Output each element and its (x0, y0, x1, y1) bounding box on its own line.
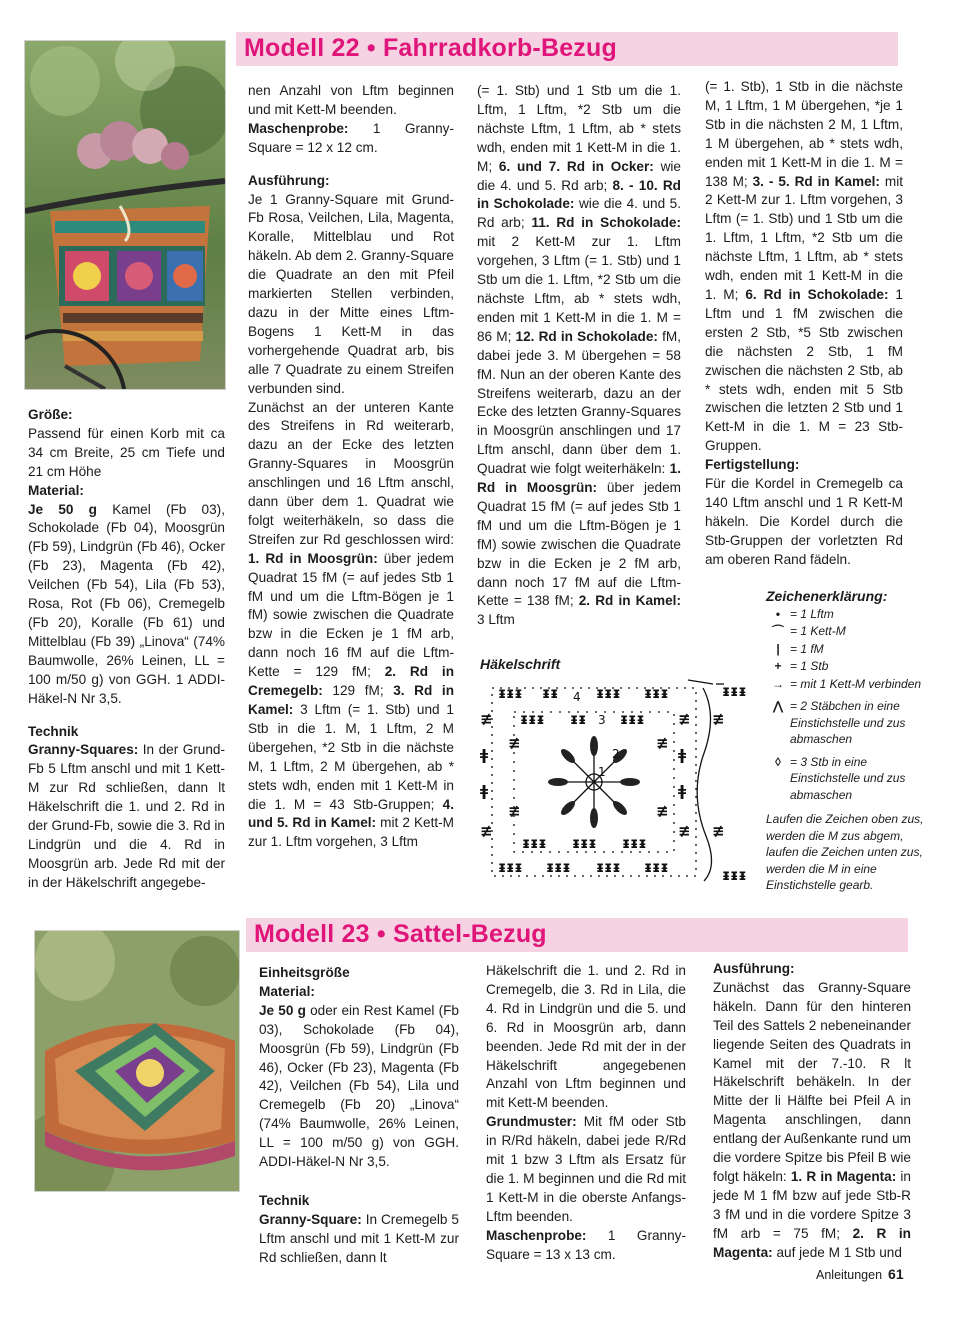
m23-ausfuehrung-text: Zunächst das Granny-Square häkeln. Dann für den hinteren Teil des Sattels 2 nebeneinander liegende Seiten des Quadrats in Kamel mit der 7.-10. R lt Häkelschrift behäkeln. In der Mitte der li Hälfte bei Pfeil A in Magenta anschlingen, dann entlang der Außenkante rund um die vordere Spitze bis Pfeil B wie folgt häkeln: (713, 979, 911, 1184)
col2-round1-text: über jedem Quadrat 15 fM (= auf jedes Stb 1 fM und um die Lftm-Bögen je 1 fM) sowie zwischen die Quadrate bzw in die Ecken je 1 fM arb, dann noch 16 fM auf die Lftm-Kette = 129 fM; (248, 550, 454, 680)
m23-round2: 2. R in Magenta: (713, 1225, 911, 1260)
col3-bold2: 8. - 10. Rd in Schokolade: (477, 177, 681, 212)
col3-bold5: 1. Rd in Moosgrün: (477, 461, 681, 496)
material-paragraph (28, 501, 225, 709)
groesse-heading: Größe: (28, 407, 73, 422)
svg-text:ᵻᵻᵻ: ᵻᵻᵻ (644, 684, 669, 702)
round-label-3: 3 (598, 713, 606, 727)
legend-item-text: = 3 Stb in eine Einstichstelle und zus abmaschen (790, 754, 906, 802)
m23-maschenprobe-label: Maschenprobe: (486, 1227, 587, 1243)
svg-text:ᵻᵻᵻ: ᵻᵻᵻ (620, 710, 645, 728)
legend-item-text: = mit 1 Kett-M verbinden (790, 676, 922, 691)
two-dc-cluster-icon: ⋀ (773, 699, 783, 713)
col3-text0: (= 1. Stb) und 1 Stb um die 1. Lftm, 1 Lftm, *2 Stb um die nächste Lftm, 1 Lftm, ab * stets wdh, enden mit 1 Kett-M in die 1. M; (477, 83, 681, 174)
svg-text:ᵻᵻᵻ: ᵻᵻᵻ (520, 710, 545, 728)
svg-text:ᵻᵻᵻ: ᵻᵻᵻ (572, 834, 597, 852)
legend-item-text: = 1 Kett-M (790, 624, 846, 638)
legend-item (766, 754, 926, 804)
modell23-col1 (259, 964, 459, 1268)
page-number: 61 (888, 1266, 904, 1282)
three-dc-cluster-icon: ◊ (775, 754, 781, 769)
svg-text:ǂ: ǂ (480, 782, 489, 800)
maschenprobe-text: 1 Granny-Square = 12 x 12 cm. (248, 120, 454, 155)
modell23-banner (246, 918, 908, 952)
svg-text:ᵻᵻ: ᵻᵻ (570, 710, 587, 728)
svg-text:≢: ≢ (480, 710, 493, 728)
modell22-col4 (705, 78, 903, 570)
modell22-banner (236, 32, 898, 66)
svg-text:ǂ: ǂ (678, 746, 687, 764)
round-label-4: 4 (573, 690, 581, 704)
col2-round4: 4. und 5. Rd in Kamel: (248, 796, 454, 831)
bicycle-basket-icon (25, 41, 225, 389)
svg-text:ǂ: ǂ (480, 746, 489, 764)
material-heading: Material: (28, 482, 84, 498)
m23-round1-text: in jede M 1 fM bzw auf jede Stb-R 3 fM und in die vordere Spitze 3 fM arb = 75 fM; (713, 1168, 911, 1241)
m23-technik-paragraph (259, 1211, 459, 1268)
svg-text:≢: ≢ (712, 710, 725, 728)
svg-text:≢: ≢ (480, 822, 493, 840)
svg-text:≢: ≢ (656, 802, 669, 820)
material-bold: Je 50 g (28, 501, 97, 517)
modell23-col2 (486, 962, 686, 1265)
col3-text1: wie die 4. und 5. Rd arb; (477, 158, 681, 193)
svg-text:ᵻᵻ: ᵻᵻ (542, 684, 559, 702)
m23-technik-text: In Cremegelb 5 Lftm anschl und mit 1 Kett-M zur Rd schließen, dann lt (259, 1211, 459, 1265)
legend-item-text: = 2 Stäbchen in eine Einstichstelle und zus abmaschen (790, 699, 906, 746)
footer-label: Anleitungen (816, 1268, 883, 1282)
svg-text:ᵻᵻᵻ: ᵻᵻᵻ (644, 858, 669, 876)
m23-material-bold: Je 50 g (259, 1002, 306, 1018)
col2-round2: 2. Rd in Cremegelb: (248, 664, 454, 699)
svg-text:ᵻᵻᵻ: ᵻᵻᵻ (498, 684, 523, 702)
legend-item (766, 641, 926, 658)
m23-round1: 1. R in Magenta: (790, 1168, 897, 1184)
legend (766, 588, 926, 894)
col2-round1: 1. Rd in Moosgrün: (248, 550, 378, 566)
svg-text:≢: ≢ (508, 734, 521, 752)
modell23-title: Modell 23 • Sattel-Bezug (254, 920, 547, 948)
col3-bold3: 11. Rd in Schokolade: (531, 215, 681, 231)
grundmuster-text: Mit fM oder Stb in R/Rd häkeln, dabei jede R/Rd mit 1 bzw 3 Lftm als Ersatz für die 1. M beginnen und die Rd mit 1 Kett-M in die oberste Anfangs-Lftm beenden. (486, 1114, 686, 1224)
grundmuster-paragraph (486, 1113, 686, 1226)
dot-icon: • (775, 606, 781, 621)
col4-bold1: 3. - 5. Rd in Kamel: (752, 173, 880, 189)
grundmuster-label: Grundmuster: (486, 1114, 577, 1130)
svg-text:ᵻᵻᵻ: ᵻᵻᵻ (546, 858, 571, 876)
legend-item-text: = 1 fM (790, 641, 824, 656)
m23-material-paragraph (259, 1002, 459, 1172)
round-label-2: 2 (612, 747, 620, 761)
col3-paragraph (477, 82, 681, 630)
col4-bold2: 6. Rd in Schokolade: (745, 286, 889, 302)
col3-bold4: 12. Rd in Schokolade: (515, 328, 658, 344)
saddle-cover-photo (34, 930, 240, 1192)
fertigstellung-heading: Fertigstellung: (705, 457, 800, 473)
m23-material-text: oder ein Rest Kamel (Fb 03), Schokolade (Fb 04), Moosgrün (Fb 59), Lindgrün (Fb 46), Ocker (Fb 23), Magenta (Fb 42), Veilchen (Fb 54), Lila und Cremegelb (Fb 20) „Linova“ (74% Baumwolle, 26% Leinen, LL = 100 m/50 g) von GGH. ADDI-Häkel-N Nr 3,5. (259, 1002, 459, 1170)
maschenprobe-label: Maschenprobe: (248, 120, 349, 136)
technik-heading: Technik (28, 723, 79, 739)
col2-round3: 3. Rd in Kamel: (248, 683, 454, 717)
technik-bold: Granny-Squares: (28, 742, 139, 758)
arrow-icon: → (772, 676, 784, 691)
arc-icon: ⌒ (771, 624, 784, 638)
svg-text:≢: ≢ (508, 802, 521, 820)
legend-note: Laufen die Zeichen oben zus, werden die M zus abgem, laufen die Zeichen unten zus, werden die M in eine Einstichstelle gearb. (766, 812, 924, 892)
m23-ausfuehrung-heading: Ausführung: (713, 961, 795, 976)
col2-round3-text: 3 Lftm (= 1. Stb) und 1 Stb in die 1. M, 1 Lftm, 2 M übergehen, *2 Stb in die nächste M, 1 Lftm, 2 M übergehen, ab * stets wdh, enden mit 1 Kett-M in die 1. M = 43 Stb-Gruppen; (248, 702, 454, 812)
col3-text3: mit 2 Kett-M zur 1. Lftm vorgehen, 3 Lftm (= 1. Stb) und 1 Stb um die 1. Lftm, *2 Stb um die nächste Lftm, ab * stets wdh, enden mit 1 Kett-M in die 1. M = 86 M; (477, 234, 681, 344)
m23-maschenprobe-text: 1 Granny-Square = 13 x 13 cm. (486, 1227, 686, 1262)
bar-icon: | (776, 641, 780, 656)
legend-item (766, 606, 926, 623)
ausfuehrung-heading: Ausführung: (248, 172, 330, 188)
page-footer (816, 1266, 904, 1282)
m23-round2-text: auf jede M 1 Stb und (772, 1244, 902, 1260)
svg-text:≢: ≢ (712, 822, 725, 840)
legend-title: Zeichenerklärung: (766, 588, 888, 604)
modell22-col1 (28, 406, 225, 893)
col3-bold1: 6. und 7. Rd in Ocker: (498, 158, 654, 174)
col3-text6: 3 Lftm (477, 612, 515, 628)
modell22-col3 (477, 82, 681, 630)
col4-text2: 1 Lftm und 1 fM zwischen die ersten 2 Stb, *5 Stb zwischen die nächsten 2 Stb, 1 fM zwischen die nächsten 2 Stb, ab * stets wdh, enden mit 5 Stb zwischen die letzten 2 Stb und 1 Kett-M in die 1. M = 23 Stb-Gruppen. (705, 286, 903, 454)
svg-text:ᵻᵻᵻ: ᵻᵻᵻ (522, 834, 547, 852)
svg-text:≢: ≢ (656, 734, 669, 752)
groesse-text: Passend für einen Korb mit ca 34 cm Breite, 25 cm Tiefe und 21 cm Höhe (28, 425, 225, 479)
round-label-1: 1 (598, 765, 606, 779)
col3-bold6: 2. Rd in Kamel: (578, 593, 681, 609)
svg-text:ǂ: ǂ (678, 782, 687, 800)
col3-text4: fM, dabei jede 3. M übergehen = 58 fM. Nun an der oberen Kante des Streifens weiterarb, dazu an der Ecke des letzten Granny-Squares in Moosgrün anschlingen und 17 Lftm anschl, dann über dem 1. Quadrat wie folgt weiterhäkeln: (477, 328, 681, 477)
svg-text:ᵻᵻᵻ: ᵻᵻᵻ (596, 684, 621, 702)
col2-round2-text: 129 fM; (322, 683, 394, 699)
m23-technik-bold: Granny-Square: (259, 1211, 362, 1227)
m23-technik-heading: Technik (259, 1192, 310, 1208)
modell22-title: Modell 22 • Fahrradkorb-Bezug (244, 34, 617, 62)
crochet-diagram (478, 676, 758, 888)
col2-rounds (248, 399, 454, 853)
legend-item (766, 658, 926, 675)
diagram-title: Häkelschrift (480, 656, 561, 672)
technik-text: In der Grund-Fb 5 Lftm anschl und mit 1 Kett-M zur Rd schließen, dann lt Häkelschrift die 1. und 2. Rd in der Grund-Fb, sowie die 3. Rd in Lindgrün und die 4. Rd in Moosgrün arb. Jede Rd mit der in der Häkelschrift angegebe- (28, 742, 225, 890)
ausfuehrung-text: Je 1 Granny-Square mit Grund-Fb Rosa, Veilchen, Lila, Magenta, Koralle, Mittelblau und Rot häkeln. Ab dem 2. Granny-Square die Quadrate an den mit Pfeil markierten Stellen verbinden, dazu in der Mitte eines Lftm-Bogens 1 Kett-M in das vorhergehende Quadrat arb, bis alle 7 Quadrate zu einem Streifen verbunden sind. (248, 191, 454, 396)
svg-text:ᵻᵻᵻ: ᵻᵻᵻ (722, 682, 747, 700)
legend-item-text: = 1 Stb (790, 659, 829, 673)
legend-item (766, 676, 926, 693)
col2-continuation: nen Anzahl von Lftm beginnen und mit Kett-M beenden. (248, 83, 454, 117)
svg-text:ᵻᵻᵻ: ᵻᵻᵻ (722, 866, 747, 884)
bicycle-basket-photo (24, 40, 226, 390)
col3-text2: wie die 4. und 5. Rd arb; (477, 196, 682, 231)
cross-icon: + (774, 659, 782, 673)
legend-item (766, 698, 926, 748)
svg-text:ᵻᵻᵻ: ᵻᵻᵻ (498, 858, 523, 876)
material-text: Kamel (Fb 03), Schokolade (Fb 04), Moosgrün (Fb 59), Lindgrün (Fb 46), Ocker (Fb 23), Magenta (Fb 42), Veilchen (Fb 54), Lila (Fb 53), Rosa, Rot (Fb 06), Cremegelb (Fb 20), Koralle (Fb 61) und Mittelblau (Fb 39) „Linova“ (74% Baumwolle, 26% Leinen, LL = 100 m/50 g) von GGH. 1 ADDI-Häkel-N Nr 3,5. (28, 501, 225, 706)
modell23-col3 (713, 960, 911, 1263)
m23-material-heading: Material: (259, 983, 315, 999)
legend-item-text: = 1 Lftm (790, 606, 834, 621)
svg-text:ᵻᵻᵻ: ᵻᵻᵻ (596, 858, 621, 876)
col2-p3: Zunächst an der unteren Kante des Streifens in Rd weiterarb, dazu an der Ecke des letzten Granny-Squares in Moosgrün anschlingen und 16 Lftm anschl, dann über dem 1. Quadrat wie folgt weiterhäkeln, so dass die Streifen zur Rd geschlossen wird: (248, 399, 454, 547)
saddle-cover-icon (35, 931, 239, 1191)
m23-ausfuehrung-paragraph (713, 979, 911, 1263)
maschenprobe-paragraph (248, 120, 454, 158)
svg-text:ᵻᵻᵻ: ᵻᵻᵻ (622, 834, 647, 852)
modell22-col2 (248, 82, 454, 852)
fertigstellung-text: Für die Kordel in Cremegelb ca 140 Lftm anschl und 1 R Kett-M häkeln. Die Kordel durch die Stb-Gruppen der vorletzten Rd am oberen Rand fädeln. (705, 476, 903, 567)
col3-text5: über jedem Quadrat 15 fM (= auf jedes Stb 1 fM und um die Lftm-Bögen je 1 fM) sowie zwischen die Quadrate bzw in die Ecken je 2 fM arb, dann noch 17 fM auf die Lftm-Kette = 138 fM; (477, 480, 681, 609)
col4-text0: (= 1. Stb), 1 Stb in die nächste M, 1 Lftm, 1 M übergehen, *je 1 Stb in die nächsten 2 M, 1 Lftm, 1 M übergehen, ab * stets wdh, enden mit 1 Kett-M in die 1. M = 138 M; (705, 79, 903, 189)
svg-text:≢: ≢ (678, 710, 691, 728)
m23-col2-text: Häkelschrift die 1. und 2. Rd in Cremegelb, die 3. Rd in Lila, die 4. Rd in Lindgrün und die 5. und 6. Rd in Moosgrün arb, dann beenden. Jede Rd mit der in der Häkelschrift angegebenen Anzahl von Lftm beginnen und mit Kett-M beenden. (486, 963, 686, 1111)
m23-maschenprobe-paragraph (486, 1227, 686, 1265)
size-heading: Einheitsgröße (259, 965, 350, 980)
col4-paragraph (705, 78, 903, 456)
legend-item (766, 623, 926, 640)
svg-text:≢: ≢ (678, 822, 691, 840)
technik-paragraph (28, 741, 225, 892)
col2-round4-text: mit 2 Kett-M zur 1. Lftm vorgehen, 3 Lftm (248, 815, 454, 850)
col4-text1: mit 2 Kett-M zur 1. Lftm vorgehen, 3 Lftm (= 1. Stb) und 1 Stb um die 1. Lftm, 1 Lftm, *2 Stb um die nächste Lftm, 1 Lftm, ab * stets wdh, enden mit 1 Kett-M in die 1. M; (705, 173, 903, 302)
